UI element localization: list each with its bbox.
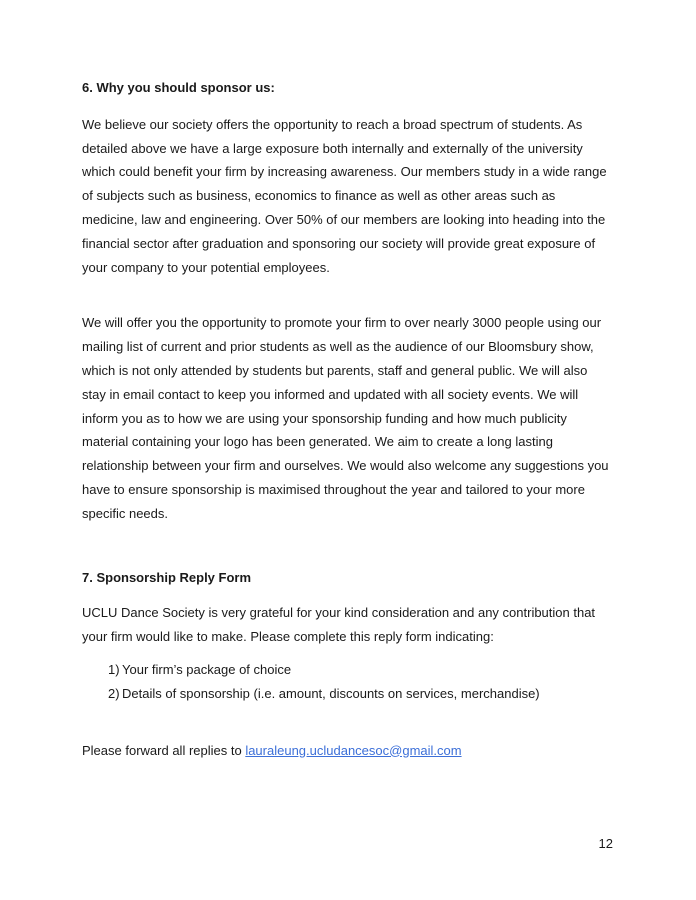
section-7-intro: UCLU Dance Society is very grateful for your kind consideration and any contribution that your firm would like to make. Please complete this reply form indicating: xyxy=(82,605,596,645)
list-item xyxy=(82,658,614,682)
page-number: 12 xyxy=(598,836,613,851)
section-7-heading: 7. Sponsorship Reply Form xyxy=(82,569,252,585)
section-6-heading: 6. Why you should sponsor us: xyxy=(82,80,275,95)
list-item-text: Your firm’s package of choice xyxy=(122,661,292,677)
list-item xyxy=(82,682,614,706)
list-item-number: 1) xyxy=(108,661,120,677)
list-item-text: Details of sponsorship (i.e. amount, discounts on services, merchandise) xyxy=(122,685,540,701)
reply-form-list xyxy=(82,658,614,706)
section-6-paragraph-1: We believe our society offers the opportunity to reach a broad spectrum of students. As detailed above we have a large exposure both internally and externally of the university which could benefit your firm by increasing awareness. Our members study in a wide range of subjects such as business, economics to finance as well as other areas such as medicine, law and engineering. Over 50% of our members are looking into heading into the financial sector after graduation and sponsoring our society will provide great exposure of your company to your potential employees. xyxy=(82,116,607,275)
section-6-paragraph-2: We will offer you the opportunity to promote your firm to over nearly 3000 people using our mailing list of current and prior students as well as the audience of our Bloomsbury show, which is not only attended by students but parents, staff and general public. We will also stay in email contact to keep you informed and updated with all society events. We will inform you as to how we are using your sponsorship funding and how much publicity material containing your logo has been generated. We aim to create a long lasting relationship between your firm and ourselves. We would also welcome any suggestions you have to ensure sponsorship is maximised throughout the year and tailored to your more specific needs. xyxy=(82,315,609,521)
forward-replies-text: Please forward all replies to xyxy=(82,742,246,758)
list-item-number: 2) xyxy=(108,685,120,701)
email-link[interactable]: lauraleung.ucludancesoc@gmail.com xyxy=(245,742,462,758)
forward-replies-line xyxy=(82,739,614,763)
